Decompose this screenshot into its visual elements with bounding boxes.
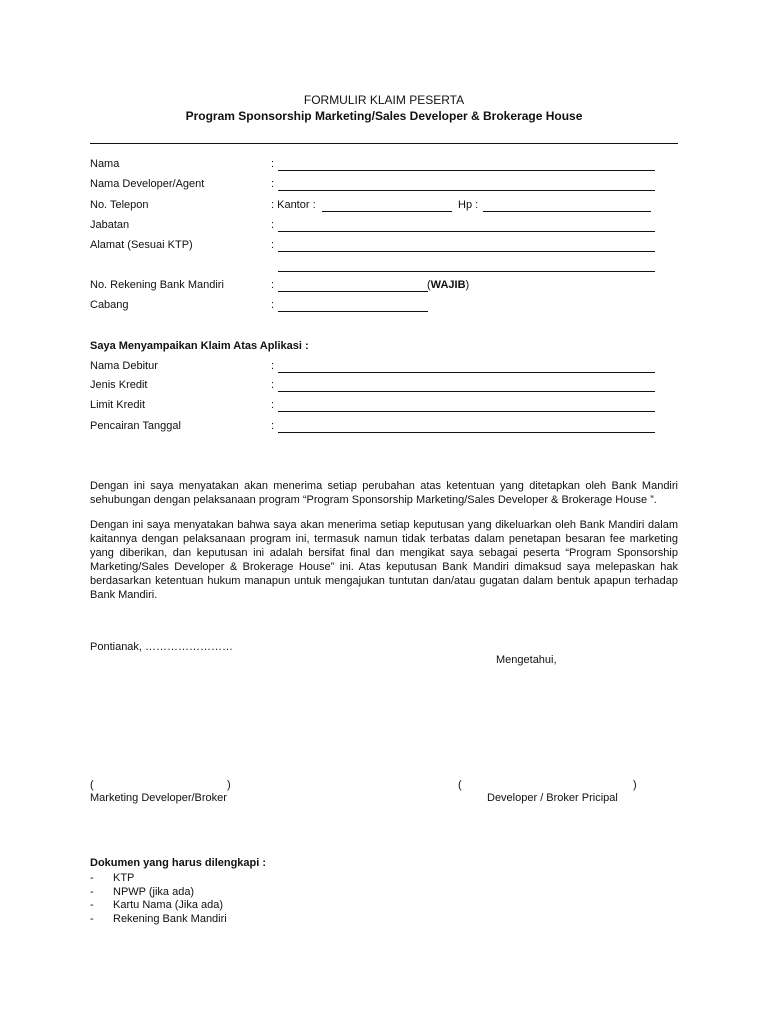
right-signature-close: ) — [633, 779, 637, 791]
rekening-input-line[interactable] — [278, 291, 428, 292]
left-signature-role: Marketing Developer/Broker — [90, 792, 227, 804]
field-colon: : — [271, 178, 275, 190]
debitur-input-line[interactable] — [278, 372, 655, 373]
list-dash: - — [90, 885, 94, 898]
field-label: Jabatan — [90, 219, 130, 231]
field-label: No. Telepon — [90, 199, 149, 211]
field-alamat — [90, 239, 690, 253]
form-subtitle: Program Sponsorship Marketing/Sales Developer & Brokerage House — [185, 109, 583, 123]
document-item: NPWP (jika ada) — [113, 885, 195, 898]
field-colon: : — [271, 299, 275, 311]
kantor-input-line[interactable] — [322, 211, 452, 212]
jenis-kredit-input-line[interactable] — [278, 391, 655, 392]
field-developer — [90, 178, 690, 192]
field-jabatan — [90, 219, 690, 233]
jabatan-input-line[interactable] — [278, 231, 655, 232]
developer-input-line[interactable] — [278, 190, 655, 191]
wajib-label: WAJIB — [430, 279, 466, 291]
field-label: Limit Kredit — [90, 399, 146, 411]
wajib-note — [427, 279, 469, 291]
field-label: Nama Developer/Agent — [90, 178, 205, 190]
field-colon: : — [271, 279, 275, 291]
field-telepon — [90, 199, 690, 213]
field-label: Nama Debitur — [90, 360, 158, 372]
list-dash: - — [90, 899, 94, 911]
field-limit-kredit — [90, 399, 690, 413]
field-label: Jenis Kredit — [90, 379, 148, 391]
documents-heading: Dokumen yang harus dilengkapi : — [90, 857, 267, 869]
telepon-kantor-label: : Kantor : — [271, 199, 316, 211]
statement-paragraph-2: Dengan ini saya menyatakan bahwa saya akan menerima setiap keputusan yang dikeluarkan oleh Bank Mandiri dalam kaitannya dengan pelaksanaan program ini, termasuk namun tidak terbatas dalam penetapan besaran fee marketing yang diberikan, dan keputusan ini adalah bersifat final dan mengikat saya sebagai peserta “Program Sponsorship Marketing/Sales Developer & Brokerage House” ini. Atas keputusan Bank Mandiri dimaksud saya melepaskan hak berdasarkan ketentuan hukum manapun untuk mengajukan tuntutan dan/atau gugatan dalam bentuk apapun terhadap Bank Mandiri. — [90, 519, 678, 601]
header-divider — [90, 143, 678, 144]
right-signature-role: Developer / Broker Pricipal — [487, 792, 618, 804]
place-date: Pontianak, …………………… — [90, 641, 234, 653]
field-colon: : — [271, 219, 275, 231]
telepon-hp-label: Hp : — [458, 199, 479, 211]
cabang-input-line[interactable] — [278, 311, 428, 312]
claim-heading: Saya Menyampaikan Klaim Atas Aplikasi : — [90, 340, 309, 352]
field-colon: : — [271, 399, 275, 411]
wajib-close: ) — [465, 279, 470, 291]
list-dash: - — [90, 912, 94, 925]
acknowledged-label: Mengetahui, — [496, 654, 557, 666]
field-pencairan — [90, 420, 690, 434]
field-cabang — [90, 299, 690, 313]
field-label: Cabang — [90, 299, 129, 311]
right-signature-open: ( — [458, 779, 462, 791]
field-jenis-kredit — [90, 379, 690, 393]
nama-input-line[interactable] — [278, 170, 655, 171]
document-item: KTP — [113, 872, 135, 884]
field-label: No. Rekening Bank Mandiri — [90, 279, 224, 291]
field-label: Nama — [90, 158, 120, 170]
list-dash: - — [90, 872, 94, 884]
field-colon: : — [271, 360, 275, 372]
field-colon: : — [271, 158, 275, 170]
field-label: Pencairan Tanggal — [90, 420, 181, 432]
limit-kredit-input-line[interactable] — [278, 411, 655, 412]
wajib-open: ( — [427, 279, 431, 291]
field-colon: : — [271, 379, 275, 391]
alamat-input-line-2[interactable] — [278, 271, 655, 272]
pencairan-input-line[interactable] — [278, 432, 655, 433]
hp-input-line[interactable] — [483, 211, 651, 212]
field-rekening — [90, 279, 690, 293]
document-item: Rekening Bank Mandiri — [113, 912, 227, 925]
field-debitur — [90, 360, 690, 374]
form-title: FORMULIR KLAIM PESERTA — [303, 93, 465, 107]
statement-paragraph-1: Dengan ini saya menyatakan akan menerima setiap perubahan atas ketentuan yang ditetapkan oleh Bank Mandiri sehubungan dengan pelaksanaan program “Program Sponsorship Marketing/Sales Developer & Brokerage House ”. — [90, 480, 678, 506]
field-colon: : — [271, 420, 275, 432]
alamat-input-line[interactable] — [278, 251, 655, 252]
document-item: Kartu Nama (Jika ada) — [113, 899, 224, 911]
left-signature-close: ) — [227, 779, 231, 791]
field-colon: : — [271, 239, 275, 251]
field-label: Alamat (Sesuai KTP) — [90, 239, 193, 251]
left-signature-open: ( — [90, 779, 94, 791]
field-nama — [90, 158, 690, 172]
